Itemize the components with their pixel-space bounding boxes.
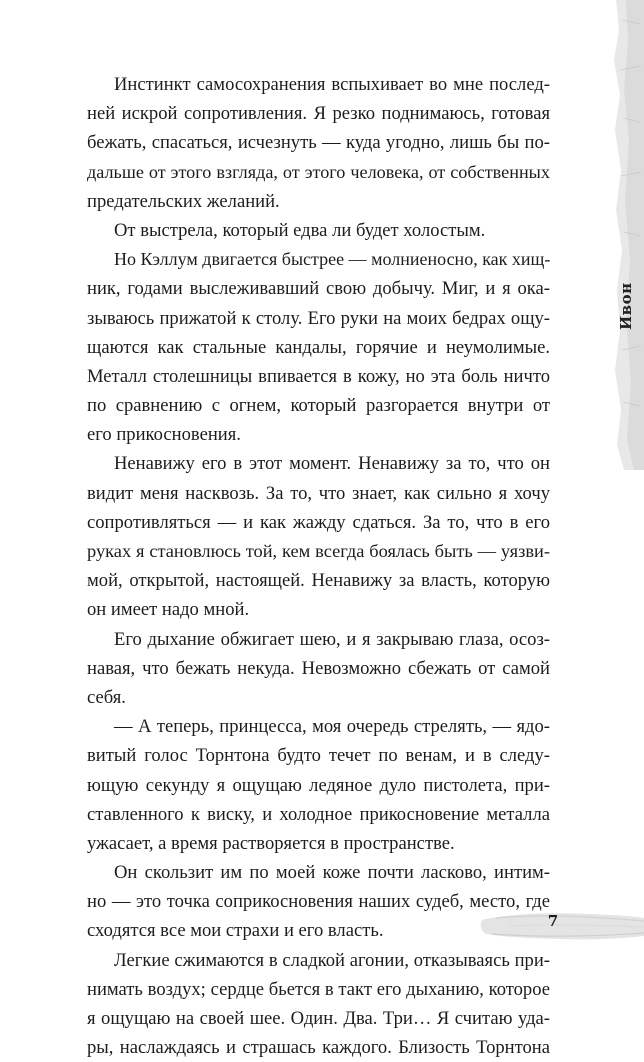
text-line: щаются как стальные кандалы, горячие и неумолимые.	[87, 336, 550, 358]
text-line: он имеет надо мной.	[87, 599, 250, 621]
text-line: Легкие сжимаются в сладкой агонии, отказываясь при-	[114, 949, 550, 971]
text-line: ющую секунду я ощущаю ледяное дуло пистолета, при-	[87, 774, 550, 796]
text-line: сходятся все мои страхи и его власть.	[87, 920, 384, 942]
text-line: ры, наслаждаясь и страшась каждого. Близость Торнтона	[87, 1037, 550, 1059]
chapter-label: Ивон	[617, 282, 635, 330]
text-line: Его дыхание обжигает шею, и я закрываю глаза, осоз-	[114, 628, 550, 650]
text-line: его прикосновения.	[87, 424, 241, 446]
text-line: предательских желаний.	[87, 190, 280, 212]
text-line: нимать воздух; сердце бьется в такт его дыханию, которое	[87, 978, 550, 1000]
text-line: — А теперь, принцесса, моя очередь стрелять, — ядо-	[114, 716, 550, 738]
text-line: ник, годами выслеживавший свою добычу. Миг, и я ока-	[87, 278, 550, 300]
text-line: ней искрой сопротивления. Я резко поднимаюсь, готовая	[87, 103, 550, 125]
text-line: видит меня насквозь. За то, что знает, как сильно я хочу	[87, 482, 550, 504]
text-line: зываюсь прижатой к столу. Его руки на моих бедрах ощу-	[87, 307, 550, 329]
text-line: по сравнению с огнем, который разгорается внутри от	[87, 395, 550, 417]
page-number-area	[478, 906, 644, 946]
text-line: витый голос Торнтона будто течет по венам, и в следу-	[87, 745, 550, 767]
text-line: навая, что бежать некуда. Невозможно сбежать от самой	[87, 657, 550, 679]
text-line: дальше от этого взгляда, от этого человека, от собственных	[87, 161, 550, 182]
text-line: ужасает, а время растворяется в пространстве.	[87, 832, 455, 854]
text-line: я ощущаю на своей шее. Один. Два. Три… Я считаю уда-	[87, 1008, 550, 1029]
text-line: Он скользит им по моей коже почти ласково, интим-	[114, 862, 550, 884]
page-number: 7	[547, 912, 559, 930]
text-line: руках я становлюсь той, кем всегда боялась быть — уязви-	[87, 541, 550, 561]
text-line: ставленного к виску, и холодное прикосновение металла	[87, 803, 550, 825]
text-line: Ненавижу его в этот момент. Ненавижу за то, что он	[114, 453, 550, 475]
chapter-side-strip	[610, 0, 644, 470]
text-line: От выстрела, который едва ли будет холостым.	[114, 219, 486, 241]
text-line: Металл столешницы впивается в кожу, но эта боль ничто	[87, 365, 550, 387]
text-line: Инстинкт самосохранения вспыхивает во мне послед-	[114, 74, 550, 95]
text-line: себя.	[87, 686, 126, 708]
text-line: бежать, спасаться, исчезнуть — куда угодно, лишь бы по-	[87, 132, 550, 154]
text-line: мой, открытой, настоящей. Ненавижу за власть, которую	[87, 570, 550, 592]
text-line: сопротивляться — и как жажду сдаться. За то, что в его	[87, 511, 550, 533]
text-line: Но Кэллум двигается быстрее — молниеносно, как хищ-	[114, 249, 551, 270]
text-line: но — это точка соприкосновения наших судеб, место, где	[87, 891, 550, 913]
